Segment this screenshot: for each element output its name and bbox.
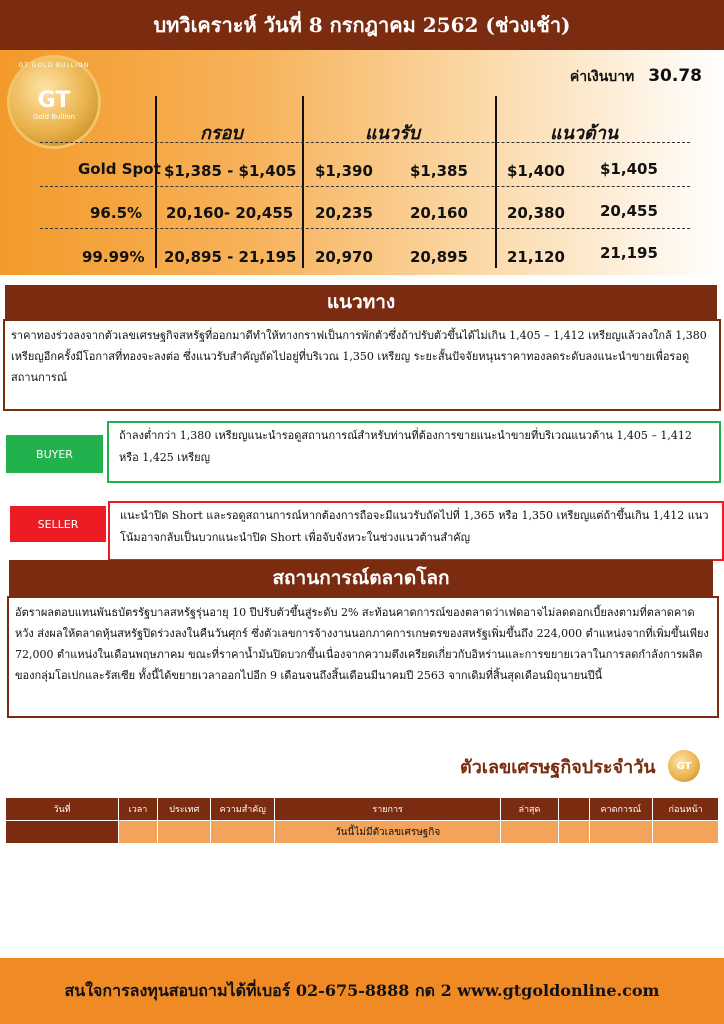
support-value: 20,895 (410, 248, 468, 266)
range-value: 20,160- 20,455 (166, 204, 294, 222)
gt-small-logo-text: GT (676, 760, 692, 772)
col-date: วันที่ (6, 798, 119, 821)
support-value: 20,235 (315, 204, 373, 222)
guideline-text: ราคาทองร่วงลงจากตัวเลขเศรษฐกิจสหรัฐที่ออกมาดีทำให้ทางกราฟเป็นการพักตัวซึ่งถ้าปรับตัวขึ้นได้ไม่เกิน 1,405 – 1,412 เหรียญแล้วลงใกล้ 1,380 เหรียญอีกครั้งมีโอกาสที่ทองจะลงต่อ ซึ่งแนวรับสำคัญถัดไปอยู่ที่บริเวณ 1,350 เหรียญ ระยะสั้นปัจจัยหนุนราคาทองลดระดับลงแนะนำขายเพื่อรอดูสถานการณ์ (11, 329, 707, 384)
no-data-message: วันนี้ไม่มีตัวเลขเศรษฐกิจ (275, 821, 501, 844)
row-label: 96.5% (90, 204, 143, 222)
price-table (40, 96, 690, 268)
footer-bar (0, 958, 724, 1024)
col-item: รายการ (275, 798, 501, 821)
table-divider (155, 96, 157, 268)
logo-subtitle: Gold Bullion (32, 113, 76, 121)
col-importance: ความสำคัญ (211, 798, 275, 821)
buyer-advice-text: ถ้าลงต่ำกว่า 1,380 เหรียญแนะนำรอดูสถานการณ์สำหรับท่านที่ต้องการขายแนะนำขายที่บริเวณแนวต้าน 1,405 – 1,412 หรือ 1,425 เหรียญ (119, 429, 692, 464)
support-value: $1,385 (410, 162, 468, 180)
econ-calendar-table (5, 797, 719, 844)
resistance-value: 21,195 (600, 244, 658, 262)
support-value: 20,970 (315, 248, 373, 266)
header-support: แนวรับ (365, 123, 421, 144)
table-cell (653, 821, 719, 844)
exchange-rate-value: 30.78 (648, 66, 702, 86)
seller-tag (10, 506, 106, 542)
header-range: กรอบ (200, 123, 243, 144)
seller-label: SELLER (37, 517, 79, 531)
gt-small-logo (668, 750, 700, 782)
econ-calendar-title: ตัวเลขเศรษฐกิจประจำวัน (460, 757, 656, 778)
resistance-value: $1,405 (600, 160, 658, 178)
table-row (6, 821, 719, 844)
guideline-box (3, 319, 721, 411)
col-latest: ล่าสุด (501, 798, 559, 821)
header-bar (0, 0, 724, 50)
footer-contact: สนใจการลงทุนสอบถามได้ที่เบอร์ 02-675-8888 กด 2 www.gtgoldonline.com (64, 980, 660, 1000)
world-header (9, 560, 713, 596)
resistance-value: $1,400 (507, 162, 565, 180)
table-cell (589, 821, 653, 844)
range-value: $1,385 - $1,405 (164, 162, 297, 180)
table-cell (6, 821, 119, 844)
range-value: 20,895 - 21,195 (164, 248, 297, 266)
col-previous: ก่อนหน้า (653, 798, 719, 821)
resistance-value: 20,380 (507, 204, 565, 222)
seller-advice-box (108, 501, 724, 561)
guideline-title: แนวทาง (326, 291, 396, 313)
col-forecast: คาดการณ์ (589, 798, 653, 821)
table-cell (119, 821, 158, 844)
buyer-advice-box (107, 421, 721, 483)
header-resistance: แนวต้าน (550, 123, 619, 144)
page-title: บทวิเคราะห์ วันที่ 8 กรกฎาคม 2562 (ช่วงเช้า) (153, 13, 571, 37)
row-label: Gold Spot (78, 160, 161, 178)
resistance-value: 20,455 (600, 202, 658, 220)
table-cell (211, 821, 275, 844)
econ-header-row (6, 798, 719, 821)
col-time: เวลา (119, 798, 158, 821)
seller-advice-text: แนะนำปิด Short และรอดูสถานการณ์หากต้องการถือจะมีแนวรับถัดไปที่ 1,365 หรือ 1,350 เหรียญแต่ถ้าขึ้นเกิน 1,412 แนวโน้มอาจกลับเป็นบวกแนะนำปิด Short เพื่อจับจังหวะในช่วงแนวต้านสำคัญ (120, 509, 709, 544)
exchange-rate-label: ค่าเงินบาท (569, 69, 635, 85)
logo-initials: GT (37, 88, 71, 113)
col-blank (558, 798, 589, 821)
logo-ring-text: GT GOLD BULLION (18, 62, 90, 69)
col-country: ประเทศ (158, 798, 211, 821)
table-divider (495, 96, 497, 268)
table-cell (501, 821, 559, 844)
table-divider (302, 96, 304, 268)
exchange-rate (570, 66, 702, 88)
world-text: อัตราผลตอบแทนพันธบัตรรัฐบาลสหรัฐรุ่นอายุ 10 ปีปรับตัวขึ้นสู่ระดับ 2% สะท้อนคาดการณ์ของตลาดว่าเฟดอาจไม่ลดดอกเบี้ยลงตามที่ตลาดคาดหวัง ส่งผลให้ตลาดหุ้นสหรัฐปิดร่วงลงในคืนวันศุกร์ ซึ่งตัวเลขการจ้างงานนอกภาคการเกษตรของสหรัฐเพิ่มขึ้นถึง 224,000 ตำแหน่งจากที่เพิ่มขึ้นเพียง 72,000 ตำแหน่งในเดือนพฤษภาคม ขณะที่ราคาน้ำมันปิดบวกขึ้นเนื่องจากความตึงเครียดเกี่ยวกับอิหร่านและการขยายเวลาในการลดกำลังการผลิตของกลุ่มโอเปกและรัสเซีย ทั้งนี้ได้ขยายเวลาออกไปอีก 9 เดือนจนถึงสิ้นเดือนมีนาคมปี 2563 จากเดิมที่สิ้นสุดเดือนมิถุนายนปีนี้ (15, 606, 709, 682)
support-value: $1,390 (315, 162, 373, 180)
resistance-value: 21,120 (507, 248, 565, 266)
table-row-divider (40, 228, 690, 230)
row-label: 99.99% (82, 248, 145, 266)
guideline-header (5, 285, 717, 319)
table-cell (158, 821, 211, 844)
world-box (7, 596, 719, 718)
world-title: สถานการณ์ตลาดโลก (272, 567, 450, 589)
buyer-tag (6, 435, 103, 473)
buyer-label: BUYER (36, 447, 73, 461)
table-row-divider (40, 186, 690, 188)
support-value: 20,160 (410, 204, 468, 222)
table-cell (558, 821, 589, 844)
